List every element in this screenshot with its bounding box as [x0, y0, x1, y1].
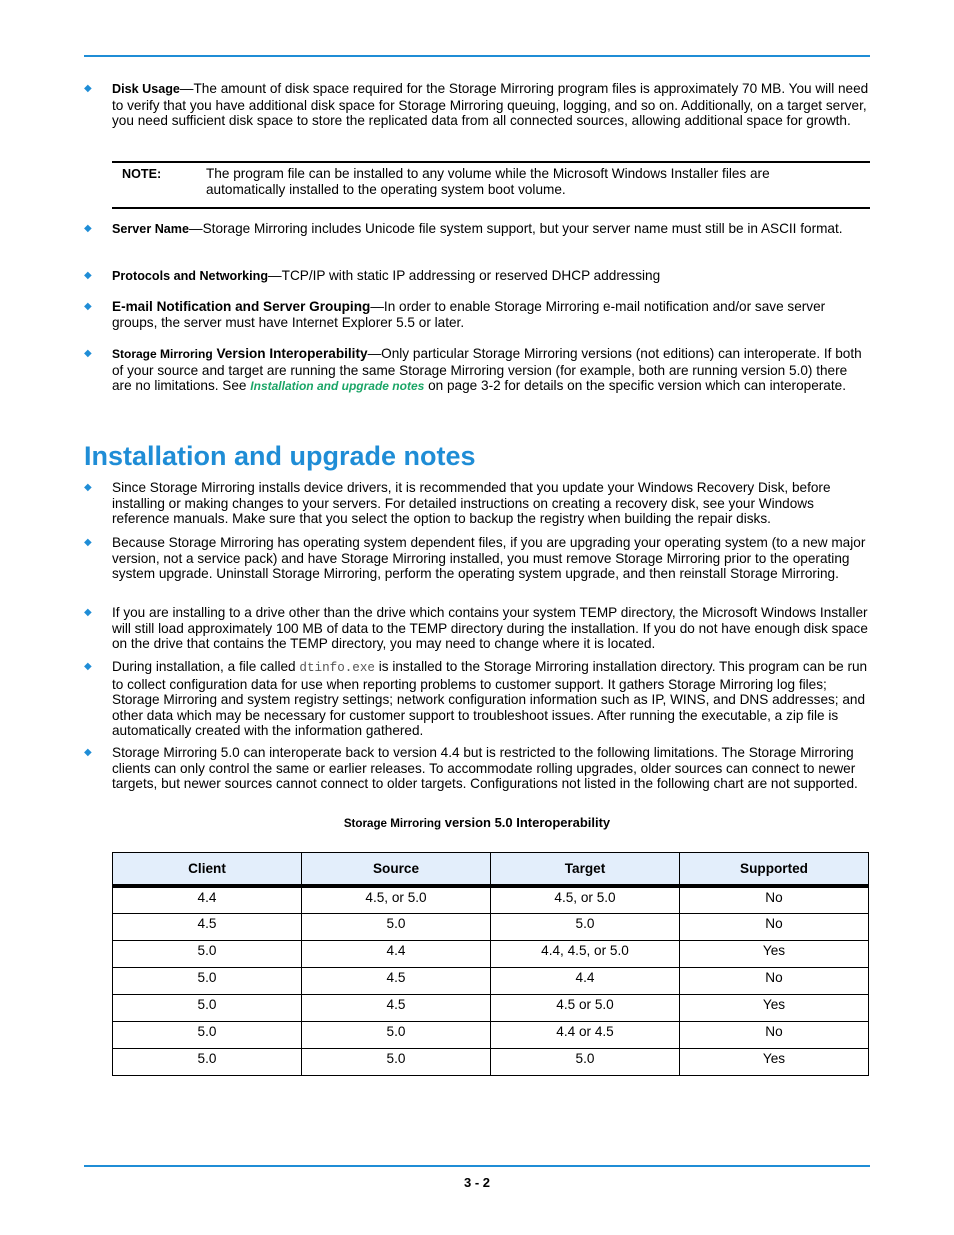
bullet-interop-limits [84, 745, 870, 792]
table-cell: 5.0 [491, 913, 680, 940]
bullet-text: If you are installing to a drive other than the drive which contains your system TEMP directory, the Microsoft Windows Installer will still load approximately 100 MB of data to the TEMP directory during the installation. If you do not have enough disk space on the drive that contains the TEMP directory, you may need to change where it is located. [112, 605, 868, 652]
diamond-bullet-icon: ◆ [84, 747, 92, 758]
bullet-text: During installation, a file called [112, 659, 300, 674]
caption-prefix: Storage Mirroring [343, 817, 442, 830]
bullet-text: Since Storage Mirroring installs device drivers, it is recommended that you update your Windows Recovery Disk, before installing or making changes to your servers. For detailed instructions on creating a recovery disk, see your Windows reference manuals. Make sure that you select the option to backup the registry when building the repair disks. [112, 480, 831, 527]
bullet-term-prefix: Storage Mirroring [112, 347, 213, 361]
bullet-term: E-mail Notification and Server Grouping [112, 299, 371, 314]
bullet-temp-directory [84, 605, 870, 652]
diamond-bullet-icon: ◆ [84, 607, 92, 618]
caption-rest: version 5.0 Interoperability [441, 815, 611, 830]
bullet-email-notification [84, 299, 870, 330]
table-cell: 5.0 [113, 1048, 302, 1075]
table-cell: 5.0 [113, 1021, 302, 1048]
diamond-bullet-icon: ◆ [84, 661, 92, 672]
table-cell: 4.5 [302, 967, 491, 994]
bullet-term: Protocols and Networking [112, 269, 269, 283]
table-cell: 5.0 [302, 1048, 491, 1075]
bullet-server-name [84, 221, 870, 238]
bullet-disk-usage [84, 81, 870, 129]
table-cell: No [680, 913, 869, 940]
table-cell: 5.0 [302, 913, 491, 940]
table-caption [84, 815, 870, 832]
diamond-bullet-icon: ◆ [84, 270, 92, 281]
table-cell: Yes [680, 1048, 869, 1075]
bullet-text: on page 3-2 for details on the specific version which can interoperate. [424, 378, 846, 394]
diamond-bullet-icon: ◆ [84, 83, 92, 94]
bullet-term: Disk Usage [112, 82, 180, 96]
table-row [113, 940, 869, 967]
column-header-supported: Supported [680, 853, 869, 887]
bullet-text: —In order to enable Storage Mirroring e-mail notification and/or save server groups, the server must have Internet Explorer 5.5 or later. [112, 299, 826, 330]
table-row [113, 886, 869, 913]
table-cell: 5.0 [302, 1021, 491, 1048]
footer-rule [84, 1165, 870, 1167]
table-header-row [113, 853, 869, 887]
bullet-text: —Only particular Storage Mirroring versions (not editions) can interoperate. If both of your source and target are running the same Storage Mirroring version (for example, both are running version 5.0) there are no limitations. See [112, 346, 862, 394]
table-cell: 4.4, 4.5, or 5.0 [491, 940, 680, 967]
bullet-dtinfo [84, 659, 870, 739]
table-cell: 4.5, or 5.0 [302, 886, 491, 913]
bullet-version-interop [84, 346, 870, 395]
table-cell: 4.5 [302, 994, 491, 1021]
note-text: The program file can be installed to any volume while the Microsoft Windows Installer files are automatically installed to the operating system boot volume. [206, 166, 770, 197]
bullet-os-upgrade [84, 535, 870, 582]
bullet-term: Version Interoperability [212, 346, 368, 361]
bullet-text: —Storage Mirroring includes Unicode file system support, but your server name must still be in ASCII format. [189, 221, 843, 236]
table-cell: Yes [680, 940, 869, 967]
diamond-bullet-icon: ◆ [84, 301, 92, 312]
bullet-text: —The amount of disk space required for the Storage Mirroring program files is approximately 70 MB. You will need to verify that you have additional disk space for Storage Mirroring queuing, logging, and so on. Additionally, on a target server, you need sufficient disk space to store the replicated data from all connected sources, allowing additional space for growth. [112, 81, 869, 129]
table-cell: 4.4 [302, 940, 491, 967]
note-box [112, 161, 870, 209]
table-cell: 4.4 or 4.5 [491, 1021, 680, 1048]
diamond-bullet-icon: ◆ [84, 348, 92, 359]
table-cell: 5.0 [113, 967, 302, 994]
bullet-text: Because Storage Mirroring has operating system dependent files, if you are upgrading your operating system (to a new major version, not a service pack) and have Storage Mirroring installed, you must remove Storage Mirroring prior to the operating system upgrade. Uninstall Storage Mirroring, perform the operating system upgrade, and then reinstall Storage Mirroring. [112, 535, 866, 582]
table-cell: 4.5, or 5.0 [491, 886, 680, 913]
bullet-term: Server Name [112, 222, 190, 236]
interoperability-table [112, 852, 869, 1076]
table-cell: 5.0 [113, 940, 302, 967]
table-cell: No [680, 1021, 869, 1048]
table-cell: 4.4 [113, 886, 302, 913]
table-cell: No [680, 967, 869, 994]
table-cell: 5.0 [491, 1048, 680, 1075]
bullet-text: —TCP/IP with static IP addressing or reserved DHCP addressing [268, 268, 661, 283]
table-cell: 4.4 [491, 967, 680, 994]
table-row [113, 913, 869, 940]
column-header-source: Source [302, 853, 491, 887]
bullet-text: is installed to the Storage Mirroring installation directory. This program can be run to collect configuration data for use when reporting problems to customer support. It gathers Storage Mirroring log files; Storage Mirroring and system registry settings; network configuration information such as IP, WINS, and DNS addresses; and other data which may be necessary for customer support to troubleshoot issues. After running the executable, a zip file is automatically created with the information gathered. [112, 659, 868, 739]
table-cell: 4.5 [113, 913, 302, 940]
diamond-bullet-icon: ◆ [84, 537, 92, 548]
table-row [113, 1021, 869, 1048]
table-cell: Yes [680, 994, 869, 1021]
bullet-recovery-disk [84, 480, 870, 527]
table-row [113, 994, 869, 1021]
bullet-protocols [84, 268, 870, 285]
page-number: 3 - 2 [463, 1175, 490, 1190]
cross-reference-link[interactable]: Installation and upgrade notes [250, 379, 425, 394]
table-row [113, 1048, 869, 1075]
table-cell: 5.0 [113, 994, 302, 1021]
diamond-bullet-icon: ◆ [84, 482, 92, 493]
code-filename: dtinfo.exe [299, 661, 375, 675]
bullet-text: Storage Mirroring 5.0 can interoperate back to version 4.4 but is restricted to the following limitations. The Storage Mirroring clients can only control the same or earlier releases. To accommodate rolling upgrades, older sources can connect to newer targets, but newer sources cannot connect to older targets. Configurations not listed in the following chart are not supported. [112, 745, 858, 792]
diamond-bullet-icon: ◆ [84, 223, 92, 234]
header-rule [84, 55, 870, 57]
column-header-target: Target [491, 853, 680, 887]
table-row [113, 967, 869, 994]
note-label: NOTE: [122, 167, 162, 181]
column-header-client: Client [113, 853, 302, 887]
section-title: Installation and upgrade notes [84, 441, 476, 471]
table-cell: No [680, 886, 869, 913]
table-cell: 4.5 or 5.0 [491, 994, 680, 1021]
